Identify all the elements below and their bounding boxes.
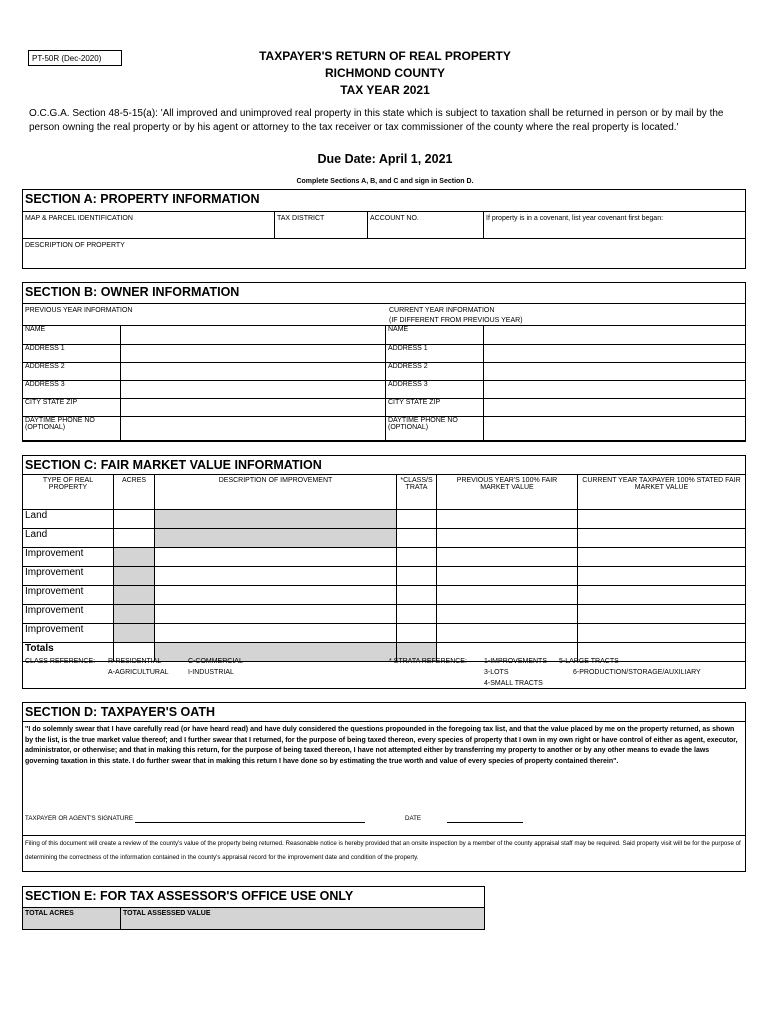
strata-large-tracts: 5-LARGE TRACTS xyxy=(559,658,619,665)
class-cell[interactable] xyxy=(397,567,437,586)
prev-address1-field[interactable] xyxy=(121,345,386,363)
county-name: RICHMOND COUNTY xyxy=(325,66,445,80)
curr-name-label: NAME xyxy=(386,326,484,345)
prev-address3-label: ADDRESS 3 xyxy=(23,381,121,399)
class-cell[interactable] xyxy=(397,605,437,624)
class-agricultural: A-AGRICULTURAL xyxy=(108,669,169,676)
prev-address2-label: ADDRESS 2 xyxy=(23,363,121,381)
col-current-value: CURRENT YEAR TAXPAYER 100% STATED FAIR MARKET VALUE xyxy=(578,475,746,510)
prev-value-cell[interactable] xyxy=(437,624,578,643)
row-type: Improvement xyxy=(23,548,114,567)
class-cell[interactable] xyxy=(397,548,437,567)
class-residential: R-RESIDENTIAL xyxy=(108,658,162,665)
description-label: DESCRIPTION OF PROPERTY xyxy=(25,242,125,249)
col-acres: ACRES xyxy=(114,475,155,510)
prev-phone-label: DAYTIME PHONE NO (OPTIONAL) xyxy=(23,417,121,441)
strata-lots: 3-LOTS xyxy=(484,669,509,676)
fmv-table xyxy=(22,474,746,662)
curr-phone-field[interactable] xyxy=(484,417,746,441)
acres-cell-shaded xyxy=(114,624,155,643)
prev-value-cell[interactable] xyxy=(437,548,578,567)
account-no-label: ACCOUNT NO. xyxy=(370,215,419,222)
current-year-label: CURRENT YEAR INFORMATION xyxy=(389,307,495,314)
acres-cell[interactable] xyxy=(114,510,155,529)
class-cell[interactable] xyxy=(397,624,437,643)
prev-value-cell[interactable] xyxy=(437,586,578,605)
col-class: *CLASS/S TRATA xyxy=(397,475,437,510)
row-type: Improvement xyxy=(23,567,114,586)
class-cell[interactable] xyxy=(397,529,437,548)
desc-cell[interactable] xyxy=(155,586,397,605)
col-type: TYPE OF REAL PROPERTY xyxy=(23,475,114,510)
prev-phone-field[interactable] xyxy=(121,417,386,441)
totals-label: Totals xyxy=(23,643,114,662)
prev-name-label: NAME xyxy=(23,326,121,345)
curr-city-field[interactable] xyxy=(484,399,746,417)
strata-reference-label: * STRATA REFERENCE: xyxy=(389,658,467,665)
date-label: DATE xyxy=(405,815,422,822)
section-e xyxy=(22,886,485,930)
strata-small-tracts: 4-SMALL TRACTS xyxy=(484,680,543,687)
desc-cell-shaded xyxy=(155,510,397,529)
curr-address2-label: ADDRESS 2 xyxy=(386,363,484,381)
strata-production: 6-PRODUCTION/STORAGE/AUXILIARY xyxy=(573,669,701,676)
filing-note: Filing of this document will create a review of the county's value of the property being returned. Reasonable notice is hereby provided that an onsite inspection by a member of the county appraisal staff may be required. Said property visit will be for the purpose of determining the correctness of the information contained in the county's appraisal record for the improvement date and condition of the property. xyxy=(25,840,741,861)
prev-value-cell[interactable] xyxy=(437,605,578,624)
class-cell[interactable] xyxy=(397,510,437,529)
prev-address2-field[interactable] xyxy=(121,363,386,381)
previous-year-label: PREVIOUS YEAR INFORMATION xyxy=(25,307,133,314)
desc-cell[interactable] xyxy=(155,624,397,643)
row-type: Land xyxy=(23,510,114,529)
prev-city-field[interactable] xyxy=(121,399,386,417)
prev-address1-label: ADDRESS 1 xyxy=(23,345,121,363)
class-reference-label: CLASS REFERENCE: xyxy=(25,658,96,665)
curr-value-cell[interactable] xyxy=(578,529,746,548)
curr-value-cell[interactable] xyxy=(578,567,746,586)
tax-district-label: TAX DISTRICT xyxy=(277,215,325,222)
section-e-heading: SECTION E: FOR TAX ASSESSOR'S OFFICE USE ONLY xyxy=(23,887,484,908)
section-b-heading: SECTION B: OWNER INFORMATION xyxy=(23,283,745,304)
class-industrial: I-INDUSTRIAL xyxy=(188,669,234,676)
curr-value-cell[interactable] xyxy=(578,548,746,567)
curr-phone-label: DAYTIME PHONE NO (OPTIONAL) xyxy=(386,417,484,441)
section-d-heading: SECTION D: TAXPAYER'S OATH xyxy=(23,703,745,722)
section-b xyxy=(22,282,746,442)
signature-label: TAXPAYER OR AGENT'S SIGNATURE xyxy=(25,815,133,822)
curr-value-cell[interactable] xyxy=(578,586,746,605)
curr-address1-label: ADDRESS 1 xyxy=(386,345,484,363)
statute-text: O.C.G.A. Section 48-5-15(a): 'All improved and unimproved real property in this state which is subject to taxation shall be returned in person or by mail by the person owning the real property or by his agent or attorney to the tax receiver or tax commissioner of the county where the real property is located.' xyxy=(29,108,724,133)
row-type: Improvement xyxy=(23,586,114,605)
desc-cell[interactable] xyxy=(155,548,397,567)
acres-cell-shaded xyxy=(114,586,155,605)
acres-cell-shaded xyxy=(114,605,155,624)
col-description: DESCRIPTION OF IMPROVEMENT xyxy=(155,475,397,510)
section-a xyxy=(22,189,746,269)
section-d xyxy=(22,702,746,872)
desc-cell-shaded xyxy=(155,529,397,548)
desc-cell[interactable] xyxy=(155,567,397,586)
strata-improvements: 1-IMPROVEMENTS xyxy=(484,658,548,665)
section-a-heading: SECTION A: PROPERTY INFORMATION xyxy=(23,190,745,212)
acres-cell-shaded xyxy=(114,567,155,586)
row-type: Land xyxy=(23,529,114,548)
curr-name-field[interactable] xyxy=(484,326,746,345)
due-date: Due Date: April 1, 2021 xyxy=(317,152,453,166)
map-parcel-label: MAP & PARCEL IDENTIFICATION xyxy=(25,215,133,222)
curr-address2-field[interactable] xyxy=(484,363,746,381)
form-title: TAXPAYER'S RETURN OF REAL PROPERTY xyxy=(259,49,511,63)
acres-cell[interactable] xyxy=(114,529,155,548)
prev-city-label: CITY STATE ZIP xyxy=(23,399,121,417)
row-type: Improvement xyxy=(23,605,114,624)
oath-text: "I do solemnly swear that I have carefully read (or have heard read) and have duly considered the questions propounded in the foregoing tax list, and that the value placed by me on the property returned, as shown by the list, is the true market value thereof; and I further swear that I returned, for the purpose of being taxed thereon, every species of property that I own in my own right or have control of either as agent, executor, administrator, or otherwise; and that in making this return, for the purpose of being taxed thereon, I have not attempted either by transferring my property to another or by any other means to evade the laws governing taxation in this state. I do further swear that in making this return I have done so by estimating the true worth and value of every species of property contained therein". xyxy=(25,726,738,765)
prev-name-field[interactable] xyxy=(121,326,386,345)
date-line[interactable] xyxy=(447,822,523,823)
curr-address3-field[interactable] xyxy=(484,381,746,399)
owner-table xyxy=(22,325,746,441)
curr-value-cell[interactable] xyxy=(578,605,746,624)
covenant-label: If property is in a covenant, list year covenant first began: xyxy=(486,215,664,222)
prev-value-cell[interactable] xyxy=(437,567,578,586)
current-year-note: (IF DIFFERENT FROM PREVIOUS YEAR) xyxy=(389,317,523,324)
curr-value-cell[interactable] xyxy=(578,624,746,643)
prev-address3-field[interactable] xyxy=(121,381,386,399)
curr-value-cell[interactable] xyxy=(578,510,746,529)
curr-city-label: CITY STATE ZIP xyxy=(386,399,484,417)
prev-value-cell[interactable] xyxy=(437,529,578,548)
tax-year: TAX YEAR 2021 xyxy=(340,83,430,97)
curr-address3-label: ADDRESS 3 xyxy=(386,381,484,399)
form-number: PT-50R (Dec-2020) xyxy=(28,50,122,66)
prev-value-cell[interactable] xyxy=(437,510,578,529)
complete-note: Complete Sections A, B, and C and sign in Section D. xyxy=(296,178,474,185)
acres-cell-shaded xyxy=(114,548,155,567)
class-commercial: C-COMMERCIAL xyxy=(188,658,243,665)
col-previous-value: PREVIOUS YEAR'S 100% FAIR MARKET VALUE xyxy=(437,475,578,510)
curr-address1-field[interactable] xyxy=(484,345,746,363)
section-c-heading: SECTION C: FAIR MARKET VALUE INFORMATION xyxy=(25,458,322,472)
total-acres-label: TOTAL ACRES xyxy=(25,910,74,917)
desc-cell[interactable] xyxy=(155,605,397,624)
section-c xyxy=(22,455,746,689)
class-cell[interactable] xyxy=(397,586,437,605)
signature-line[interactable] xyxy=(135,822,365,823)
row-type: Improvement xyxy=(23,624,114,643)
total-assessed-label: TOTAL ASSESSED VALUE xyxy=(123,910,211,917)
